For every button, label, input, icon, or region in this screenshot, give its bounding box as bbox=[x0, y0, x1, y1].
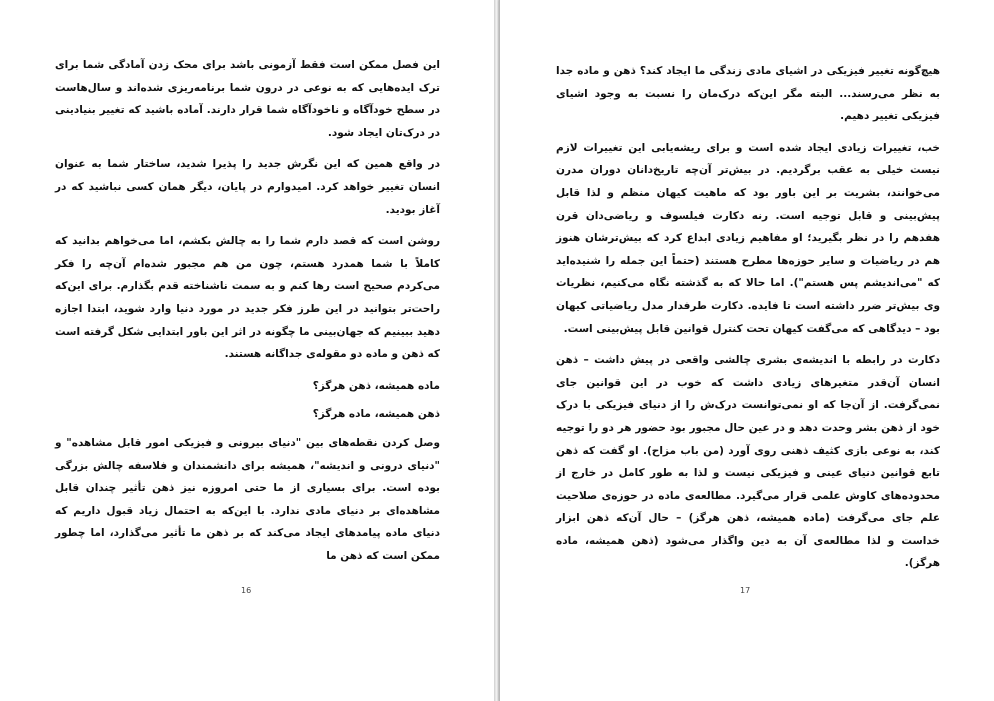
left-paragraph-4: وصل کردن نقطه‌های بین "دنیای بیرونی و فیزیکی امور قابل مشاهده" و "دنیای درونی و اندیشه"، همیشه برای دانشمندان و فلاسفه چالش بزرگی بوده است. برای بسیاری از ما حتی امروزه نیز ذهن تأثیر چندان قابل مشاهده‌ای بر دنیای مادی ندارد. با این‌که به احتمال زیاد قبول داریم که دنیای ماده پیامدهای ایجاد می‌کند که بر ذهن ما تأثیر می‌گذارد، اما چطور ممکن است که ذهن ما bbox=[55, 436, 440, 562]
page-number-right: 17 bbox=[740, 586, 751, 595]
right-paragraph-1: هیچ‌گونه تغییر فیزیکی در اشیای مادی زندگی ما ایجاد کند؟ ذهن و ماده جدا به نظر می‌رسند... البته مگر این‌که درک‌مان را نسبت به وجود اشیای فیزیکی تغییر دهیم. bbox=[556, 65, 940, 123]
left-paragraph-1: این فصل ممکن است فقط آزمونی باشد برای محک زدن آمادگی شما برای ترک ایده‌هایی که به نوعی در درون شما برنامه‌ریزی شده‌اند و سال‌هاست در سطح خودآگاه و ناخودآگاه شما قرار دارند. آماده باشید که تغییر بنیادینی در درک‌تان ایجاد شود. bbox=[55, 59, 440, 139]
right-paragraph-3: دکارت در رابطه با اندیشه‌ی بشری چالشی واقعی در پیش داشت – ذهن انسان آن‌قدر متغیرهای زیادی داشت که خوب در این قوانین جای نمی‌گرفت. از آن‌جا که او نمی‌توانست درک‌ش را از دنیای فیزیکی با درک خود از ذهن بشر وحدت دهد و در عین حال مجبور بود حضور هر دو را توجیه کند، به نوعی بازی کثیف ذهنی روی آورد (من باب مزاح). او گفت که ذهن تابع قوانین دنیای عینی و فیزیکی نیست و لذا به طور کامل در خارج از محدوده‌های کاوش علمی قرار می‌گیرد. مطالعه‌ی ماده در حوزه‌ی صلاحیت علم جای می‌گرفت (ماده همیشه، ذهن هرگز) – حال آن‌که ذهن ابزار خداست و لذا مطالعه‌ی آن به دین واگذار می‌شود (ذهن همیشه، ماده هرگز). bbox=[556, 354, 940, 570]
left-page-text bbox=[55, 54, 440, 576]
right-paragraph-2: خب، تغییرات زیادی ایجاد شده است و برای ریشه‌یابی این تغییرات لازم نیست خیلی به عقب برگردیم. در بیش‌تر آن‌چه تاریخ‌دانان دوران مدرن می‌خوانند، بشریت بر این باور بود که ماهیت کیهان منظم و لذا قابل پیش‌بینی و قابل توجیه است. رنه دکارت فیلسوف و ریاضی‌دان قرن هفدهم را در نظر بگیرید؛ او مفاهیم زیادی ابداع کرد که بیش‌ترشان هنوز هم در ریاضیات و سایر حوزه‌ها مطرح هستند (حتماً این جمله را شنیده‌اید که "می‌اندیشم پس هستم"). اما حالا که به گذشته نگاه می‌کنیم، نظریات وی بیش‌تر ضرر داشته است تا فایده. دکارت طرفدار مدل ریاضیاتی کیهان بود – دیدگاهی که می‌گفت کیهان تحت کنترل قوانین قابل پیش‌بینی است. bbox=[556, 141, 940, 335]
left-page bbox=[0, 0, 495, 701]
left-heading-matter-always: ماده همیشه، ذهن هرگز؟ bbox=[312, 379, 440, 392]
right-page-text bbox=[556, 60, 940, 584]
page-number-left: 16 bbox=[241, 586, 252, 595]
left-paragraph-2: در واقع همین که این نگرش جدید را پذیرا شدید، ساختار شما به عنوان انسان تغییر خواهد کرد. امیدوارم در پایان، دیگر همان کسی نباشید که در آغاز بودید. bbox=[55, 158, 440, 216]
left-heading-mind-always: ذهن همیشه، ماده هرگز؟ bbox=[312, 408, 440, 421]
left-paragraph-3: روشن است که قصد دارم شما را به چالش بکشم، اما می‌خواهم بدانید که کاملاً با شما همدرد هستم، چون من هم مجبور شده‌ام آن‌چه را فکر می‌کردم صحیح است رها کنم و به سمت ناشناخته قدم بگذارم. برای این‌که راحت‌تر بتوانید در این طرز فکر جدید در مورد دنیا وارد شوید، ابتدا اجازه دهید ببینیم که جهان‌بینی ما چگونه در اثر این باور ابتدایی شکل گرفته است که ذهن و ماده دو مقوله‌ی جداگانه هستند. bbox=[55, 235, 440, 361]
